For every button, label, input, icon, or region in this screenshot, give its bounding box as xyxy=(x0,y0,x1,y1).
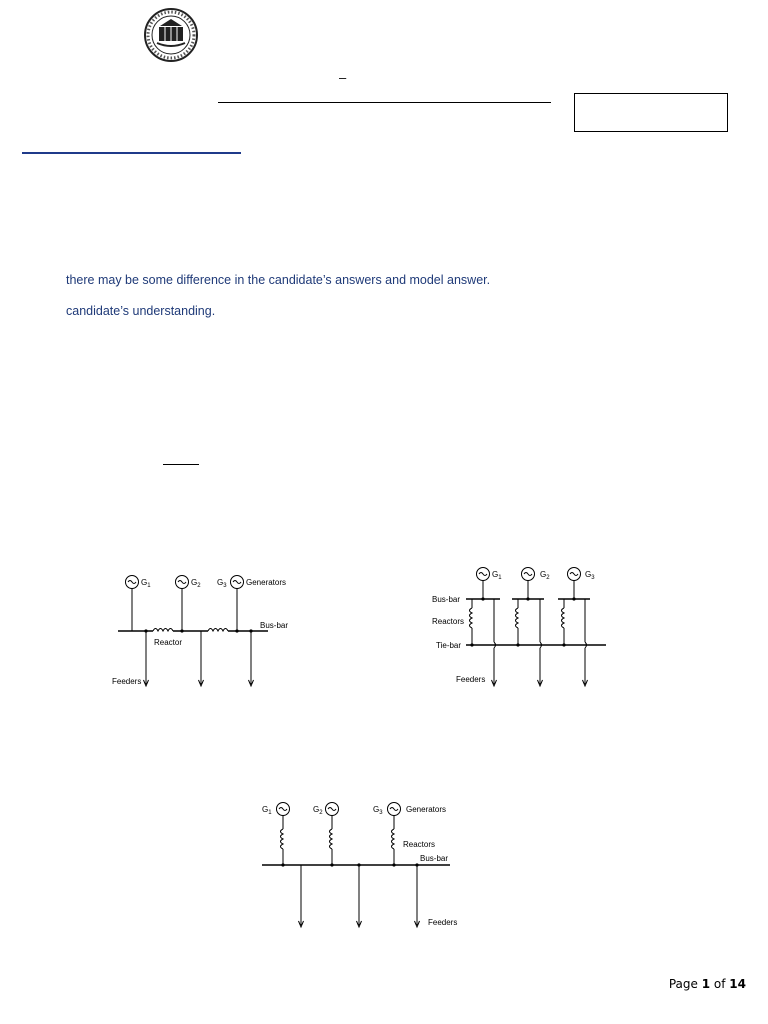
d2-tiebar-label: Tie-bar xyxy=(436,641,462,650)
footer-of-word: of xyxy=(710,977,730,991)
instruction-line-2: candidate’s understanding. xyxy=(66,304,216,318)
d1-g1-label: $G_1$ xyxy=(141,578,151,589)
d1-reactor-label: Reactor xyxy=(154,638,183,647)
d3-g2-label: $G_2$ xyxy=(313,805,323,816)
footer-page-word: Page xyxy=(668,977,702,991)
generator-reactor-diagram xyxy=(250,795,475,935)
instruction-line-1: there may be some difference in the candidate’s answers and model answer. xyxy=(66,273,491,287)
d2-reactors-label: Reactors xyxy=(432,617,465,626)
institution-logo xyxy=(140,6,202,64)
title-dash: – xyxy=(339,70,347,85)
answer-underline xyxy=(163,464,199,465)
d2-feeders-label: Feeders xyxy=(456,675,486,684)
d3-g1-label: $G_1$ xyxy=(262,805,272,816)
d2-g3-label: $G_3$ xyxy=(585,570,595,581)
d1-feeders-label: Feeders xyxy=(112,677,142,686)
footer-page-number: 1 xyxy=(701,977,711,991)
d1-g2-label: $G_2$ xyxy=(191,578,201,589)
page-footer xyxy=(669,977,746,991)
d2-g1-label: $G_1$ xyxy=(492,570,502,581)
d3-reactors-label: Reactors xyxy=(403,840,436,849)
d1-busbar-label: Bus-bar xyxy=(260,621,289,630)
section-underline xyxy=(22,152,241,154)
d1-generators-label: Generators xyxy=(246,578,287,587)
d3-feeders-label: Feeders xyxy=(428,918,458,927)
subject-code-box xyxy=(574,93,728,132)
series-reactor-diagram xyxy=(100,560,310,695)
title-underline xyxy=(218,102,551,103)
d2-g2-label: $G_2$ xyxy=(540,570,550,581)
d3-g3-label: $G_3$ xyxy=(373,805,383,816)
d3-busbar-label: Bus-bar xyxy=(420,854,449,863)
tie-bar-diagram xyxy=(428,560,618,695)
footer-page-total: 14 xyxy=(729,977,746,991)
d3-generators-label: Generators xyxy=(406,805,447,814)
d1-g3-label: $G_3$ xyxy=(217,578,227,589)
d2-busbar-label: Bus-bar xyxy=(432,595,461,604)
